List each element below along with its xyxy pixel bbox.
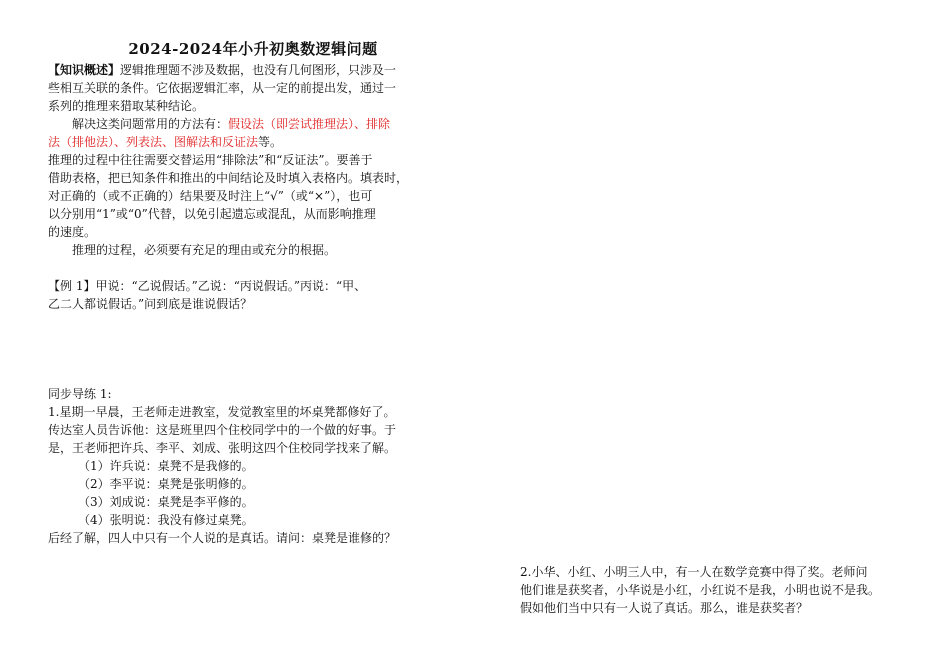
document-title: 2024-2024年小升初奥数逻辑问题 <box>128 40 378 58</box>
methods-line-1 <box>48 115 458 133</box>
right-column <box>520 563 932 617</box>
methods-line-2 <box>48 133 458 151</box>
methods-highlight-1: 假设法（即尝试推理法）、排除 <box>228 117 391 131</box>
overview-line-2: 些相互关联的条件。它依据逻辑汇率，从一定的前提出发，通过一 <box>48 81 397 95</box>
process-line-5: 的速度。 <box>48 225 97 239</box>
overview-label: 【知识概述】 <box>48 63 121 77</box>
example-1-line-1: 【例 1】甲说：“乙说假话。”乙说：“丙说假话。”丙说：“甲、 <box>48 279 367 293</box>
question-2-line-2: 他们谁是获奖者，小华说是小红，小红说不是我，小明也说不是我。 <box>520 583 881 597</box>
methods-prefix: 解决这类问题常用的方法有： <box>72 117 229 131</box>
statement-2: （2）李平说：桌凳是张明修的。 <box>78 477 254 491</box>
question-2-line-1: 2.小华、小红、小明三人中，有一人在数学竞赛中得了奖。老师问 <box>520 565 868 579</box>
question-1-line-3: 是，王老师把许兵、李平、刘成、张明这四个住校同学找来了解。 <box>48 441 397 455</box>
question-1-conclusion: 后经了解，四人中只有一个人说的是真话。请问：桌凳是谁修的？ <box>48 531 397 545</box>
process-line-3: 对正确的（或不正确的）结果要及时注上“√”（或“×”），也可 <box>48 189 373 203</box>
spacer <box>48 259 458 277</box>
example-1-line-2: 乙二人都说假话。”问到底是谁说假话？ <box>48 297 253 311</box>
left-column <box>48 38 458 547</box>
practice-heading: 同步导练 1: <box>48 387 112 401</box>
statement-4: （4）张明说：我没有修过桌凳。 <box>78 513 254 527</box>
overview-line-1 <box>48 61 458 79</box>
process-line-4: 以分别用“1”或“0”代替，以免引起遗忘或混乱，从而影响推理 <box>48 207 376 221</box>
overview-text-1: 逻辑推理题不涉及数据，也没有几何图形，只涉及一 <box>120 63 397 77</box>
answer-space <box>48 313 458 385</box>
process-line-2: 借助表格，把已知条件和推出的中间结论及时填入表格内。填表时， <box>48 171 409 185</box>
question-1-line-1: 1.星期一早晨，王老师走进教室，发觉教室里的坏桌凳都修好了。 <box>48 405 396 419</box>
question-1-line-2: 传达室人员告诉他：这是班里四个住校同学中的一个做的好事。于 <box>48 423 397 437</box>
statement-1: （1）许兵说：桌凳不是我修的。 <box>78 459 254 473</box>
process-line-1: 推理的过程中往往需要交替运用“排除法”和“反证法”。要善于 <box>48 153 373 167</box>
question-2-line-3: 假如他们当中只有一人说了真话。那么，谁是获奖者？ <box>520 601 809 615</box>
methods-suffix: 等。 <box>258 135 283 149</box>
statement-3: （3）刘成说：桌凳是李平修的。 <box>78 495 254 509</box>
overview-line-3: 系列的推理来猎取某种结论。 <box>48 99 205 113</box>
reason-line: 推理的过程，必须要有充足的理由或充分的根据。 <box>72 243 337 257</box>
methods-highlight-2: 法（排他法）、列表法、图解法和反证法 <box>48 135 259 149</box>
